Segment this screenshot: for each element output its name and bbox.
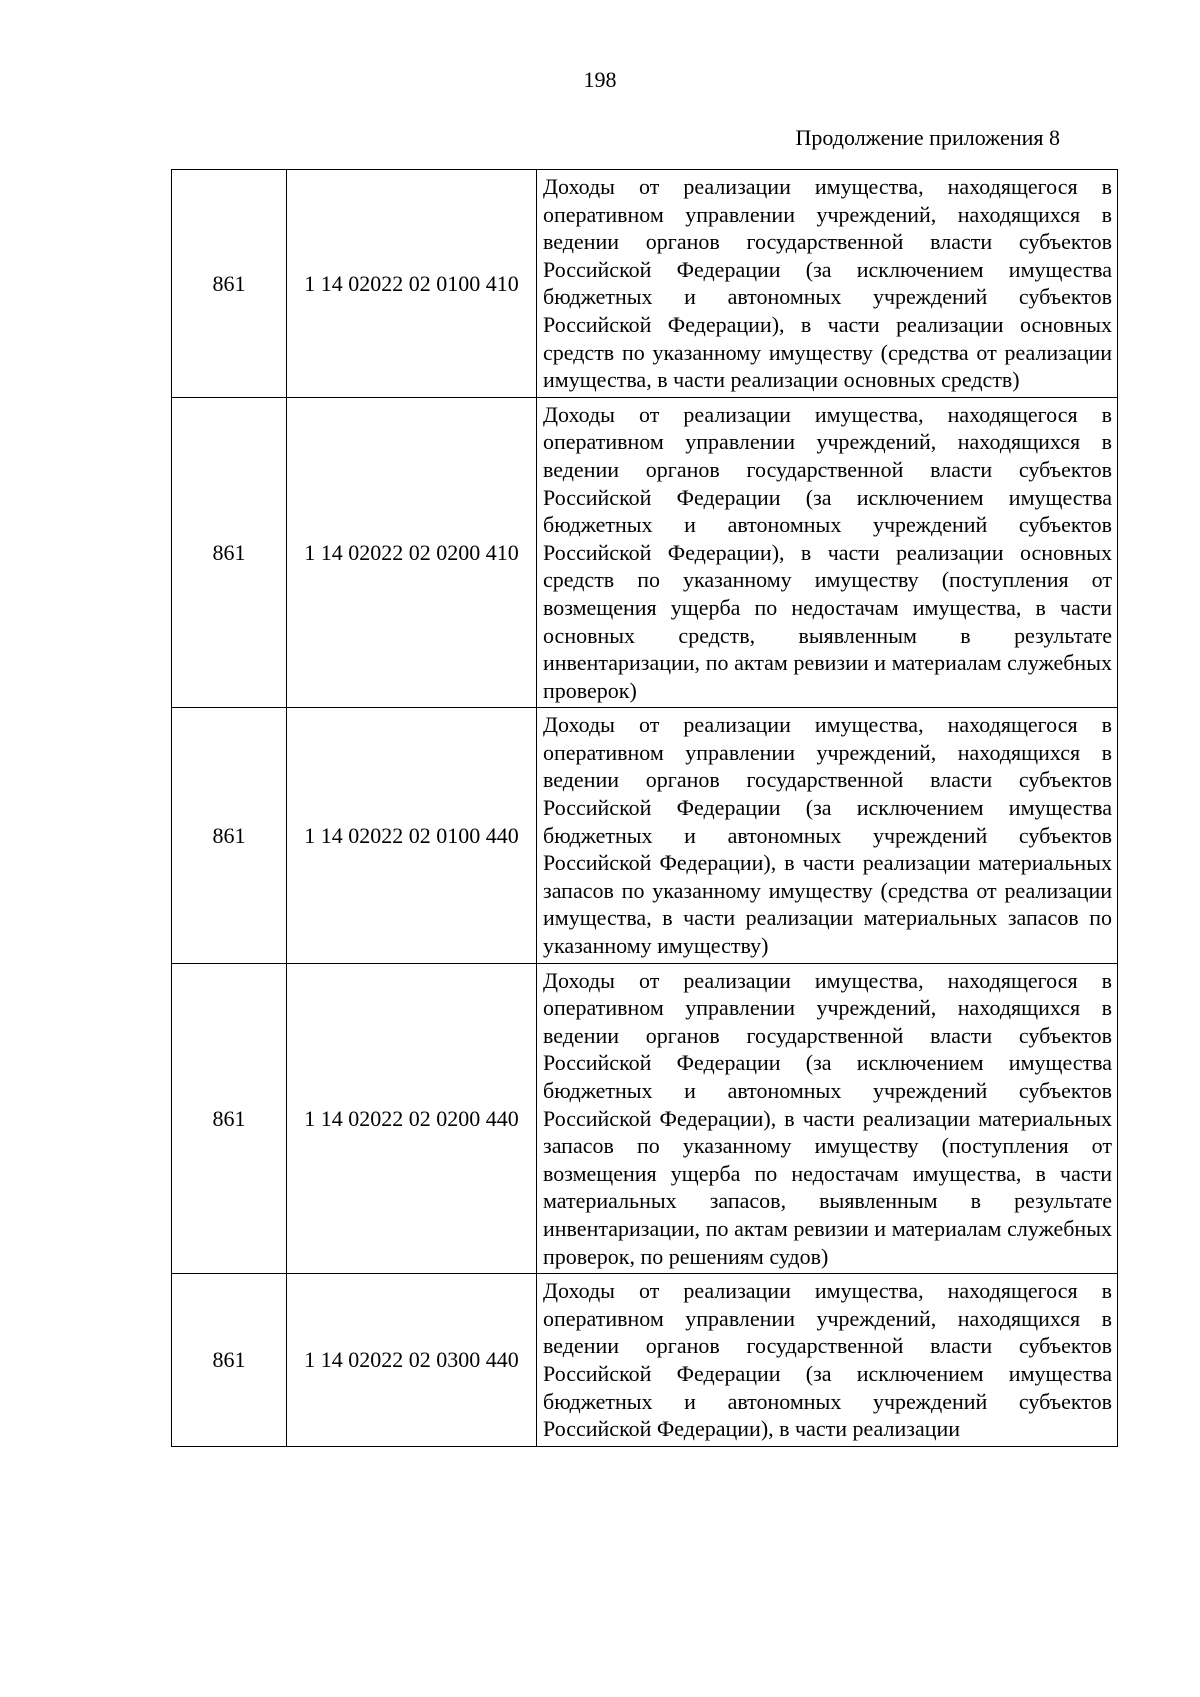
revenue-codes-table xyxy=(171,169,1118,1447)
revenue-name-cell: Доходы от реализации имущества, находящегося в оперативном управлении учреждений, находящихся в ведении органов государственной власти субъектов Российской Федерации (за исключением имущества бюджетных и автономных учреждений субъектов Российской Федерации), в части реализации xyxy=(537,1274,1118,1447)
revenue-name-cell: Доходы от реализации имущества, находящегося в оперативном управлении учреждений, находящихся в ведении органов государственной власти субъектов Российской Федерации (за исключением имущества бюджетных и автономных учреждений субъектов Российской Федерации), в части реализации материальных запасов по указанному имуществу (средства от реализации имущества, в части реализации материальных запасов по указанному имуществу) xyxy=(537,708,1118,963)
admin-code-cell: 861 xyxy=(172,708,287,963)
revenue-name-cell: Доходы от реализации имущества, находящегося в оперативном управлении учреждений, находящихся в ведении органов государственной власти субъектов Российской Федерации (за исключением имущества бюджетных и автономных учреждений субъектов Российской Федерации), в части реализации материальных запасов по указанному имуществу (поступления от возмещения ущерба по недостачам имущества, в части материальных запасов, выявленным в результате инвентаризации, по актам ревизии и материалам служебных проверок, по решениям судов) xyxy=(537,963,1118,1274)
budget-code-cell: 1 14 02022 02 0100 410 xyxy=(287,170,537,398)
budget-code-cell: 1 14 02022 02 0300 440 xyxy=(287,1274,537,1447)
table-row xyxy=(172,170,1118,398)
table-row xyxy=(172,963,1118,1274)
appendix-continuation-label: Продолжение приложения 8 xyxy=(795,125,1060,150)
revenue-name-cell: Доходы от реализации имущества, находящегося в оперативном управлении учреждений, находящихся в ведении органов государственной власти субъектов Российской Федерации (за исключением имущества бюджетных и автономных учреждений субъектов Российской Федерации), в части реализации основных средств по указанному имуществу (средства от реализации имущества, в части реализации основных средств) xyxy=(537,170,1118,398)
admin-code-cell: 861 xyxy=(172,170,287,398)
table-row xyxy=(172,397,1118,708)
admin-code-cell: 861 xyxy=(172,963,287,1274)
budget-code-cell: 1 14 02022 02 0100 440 xyxy=(287,708,537,963)
budget-code-cell: 1 14 02022 02 0200 410 xyxy=(287,397,537,708)
revenue-name-cell: Доходы от реализации имущества, находящегося в оперативном управлении учреждений, находящихся в ведении органов государственной власти субъектов Российской Федерации (за исключением имущества бюджетных и автономных учреждений субъектов Российской Федерации), в части реализации основных средств по указанному имуществу (поступления от возмещения ущерба по недостачам имущества, в части основных средств, выявленным в результате инвентаризации, по актам ревизии и материалам служебных проверок) xyxy=(537,397,1118,708)
table-row xyxy=(172,708,1118,963)
admin-code-cell: 861 xyxy=(172,397,287,708)
admin-code-cell: 861 xyxy=(172,1274,287,1447)
page-number: 198 xyxy=(583,67,617,92)
budget-code-cell: 1 14 02022 02 0200 440 xyxy=(287,963,537,1274)
table-row xyxy=(172,1274,1118,1447)
